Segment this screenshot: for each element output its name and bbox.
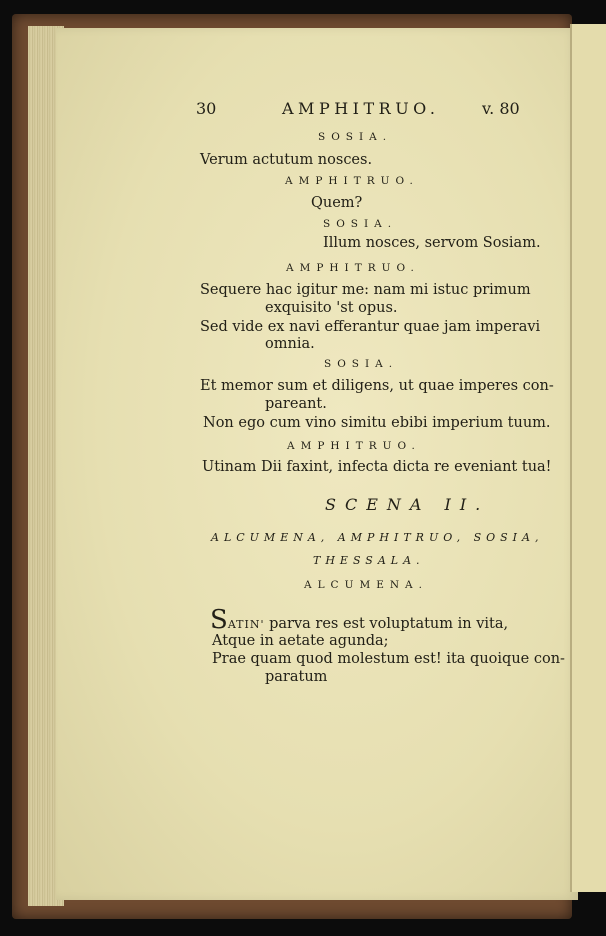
drop-initial: S xyxy=(210,605,228,635)
speaker-heading: AMPHITRUO. xyxy=(286,262,420,274)
verse-line: Verum actutum nosces. xyxy=(200,152,373,168)
verse-line: Utinam Dii faxint, infecta dicta re eveniant tua! xyxy=(202,459,552,475)
verse-line: Sequere hac igitur me: nam mi istuc primum xyxy=(200,282,531,298)
verse-line: Illum nosces, servom Sosiam. xyxy=(323,235,541,251)
dramatis-personae: THESSALA. xyxy=(313,554,425,567)
verse-line: Quem? xyxy=(311,195,363,211)
speaker-heading: AMPHITRUO. xyxy=(287,440,421,452)
verse-text: parva res est voluptatum in vita, xyxy=(264,616,509,632)
speaker-heading: SOSIA. xyxy=(324,358,399,370)
verse-line-with-initial xyxy=(210,607,508,633)
dramatis-personae: ALCUMENA, AMPHITRUO, SOSIA, xyxy=(211,531,544,544)
verse-line: Atque in aetate agunda; xyxy=(212,633,389,649)
speaker-heading: SOSIA. xyxy=(323,218,398,230)
speaker-heading: SOSIA. xyxy=(318,131,393,143)
small-caps-word: ATIN' xyxy=(227,618,265,631)
speaker-heading: AMPHITRUO. xyxy=(285,175,419,187)
verse-line: omnia. xyxy=(265,336,315,352)
verse-line: exquisito 'st opus. xyxy=(265,300,398,316)
page-number: 30 xyxy=(196,99,217,118)
verse-line: pareant. xyxy=(265,396,327,412)
running-title: AMPHITRUO. xyxy=(282,99,440,118)
verse-line: paratum xyxy=(265,669,328,685)
verse-line: Et memor sum et diligens, ut quae imperes con- xyxy=(200,378,554,394)
verse-line: Non ego cum vino simitu ebibi imperium tuum. xyxy=(203,415,551,431)
speaker-heading: ALCUMENA. xyxy=(304,579,428,591)
verse-number: v. 80 xyxy=(482,99,520,118)
scene-heading: SCENA II. xyxy=(325,495,490,514)
verse-line: Prae quam quod molestum est! ita quoique con- xyxy=(212,651,565,667)
verse-line: Sed vide ex navi efferantur quae jam imperavi xyxy=(200,319,541,335)
